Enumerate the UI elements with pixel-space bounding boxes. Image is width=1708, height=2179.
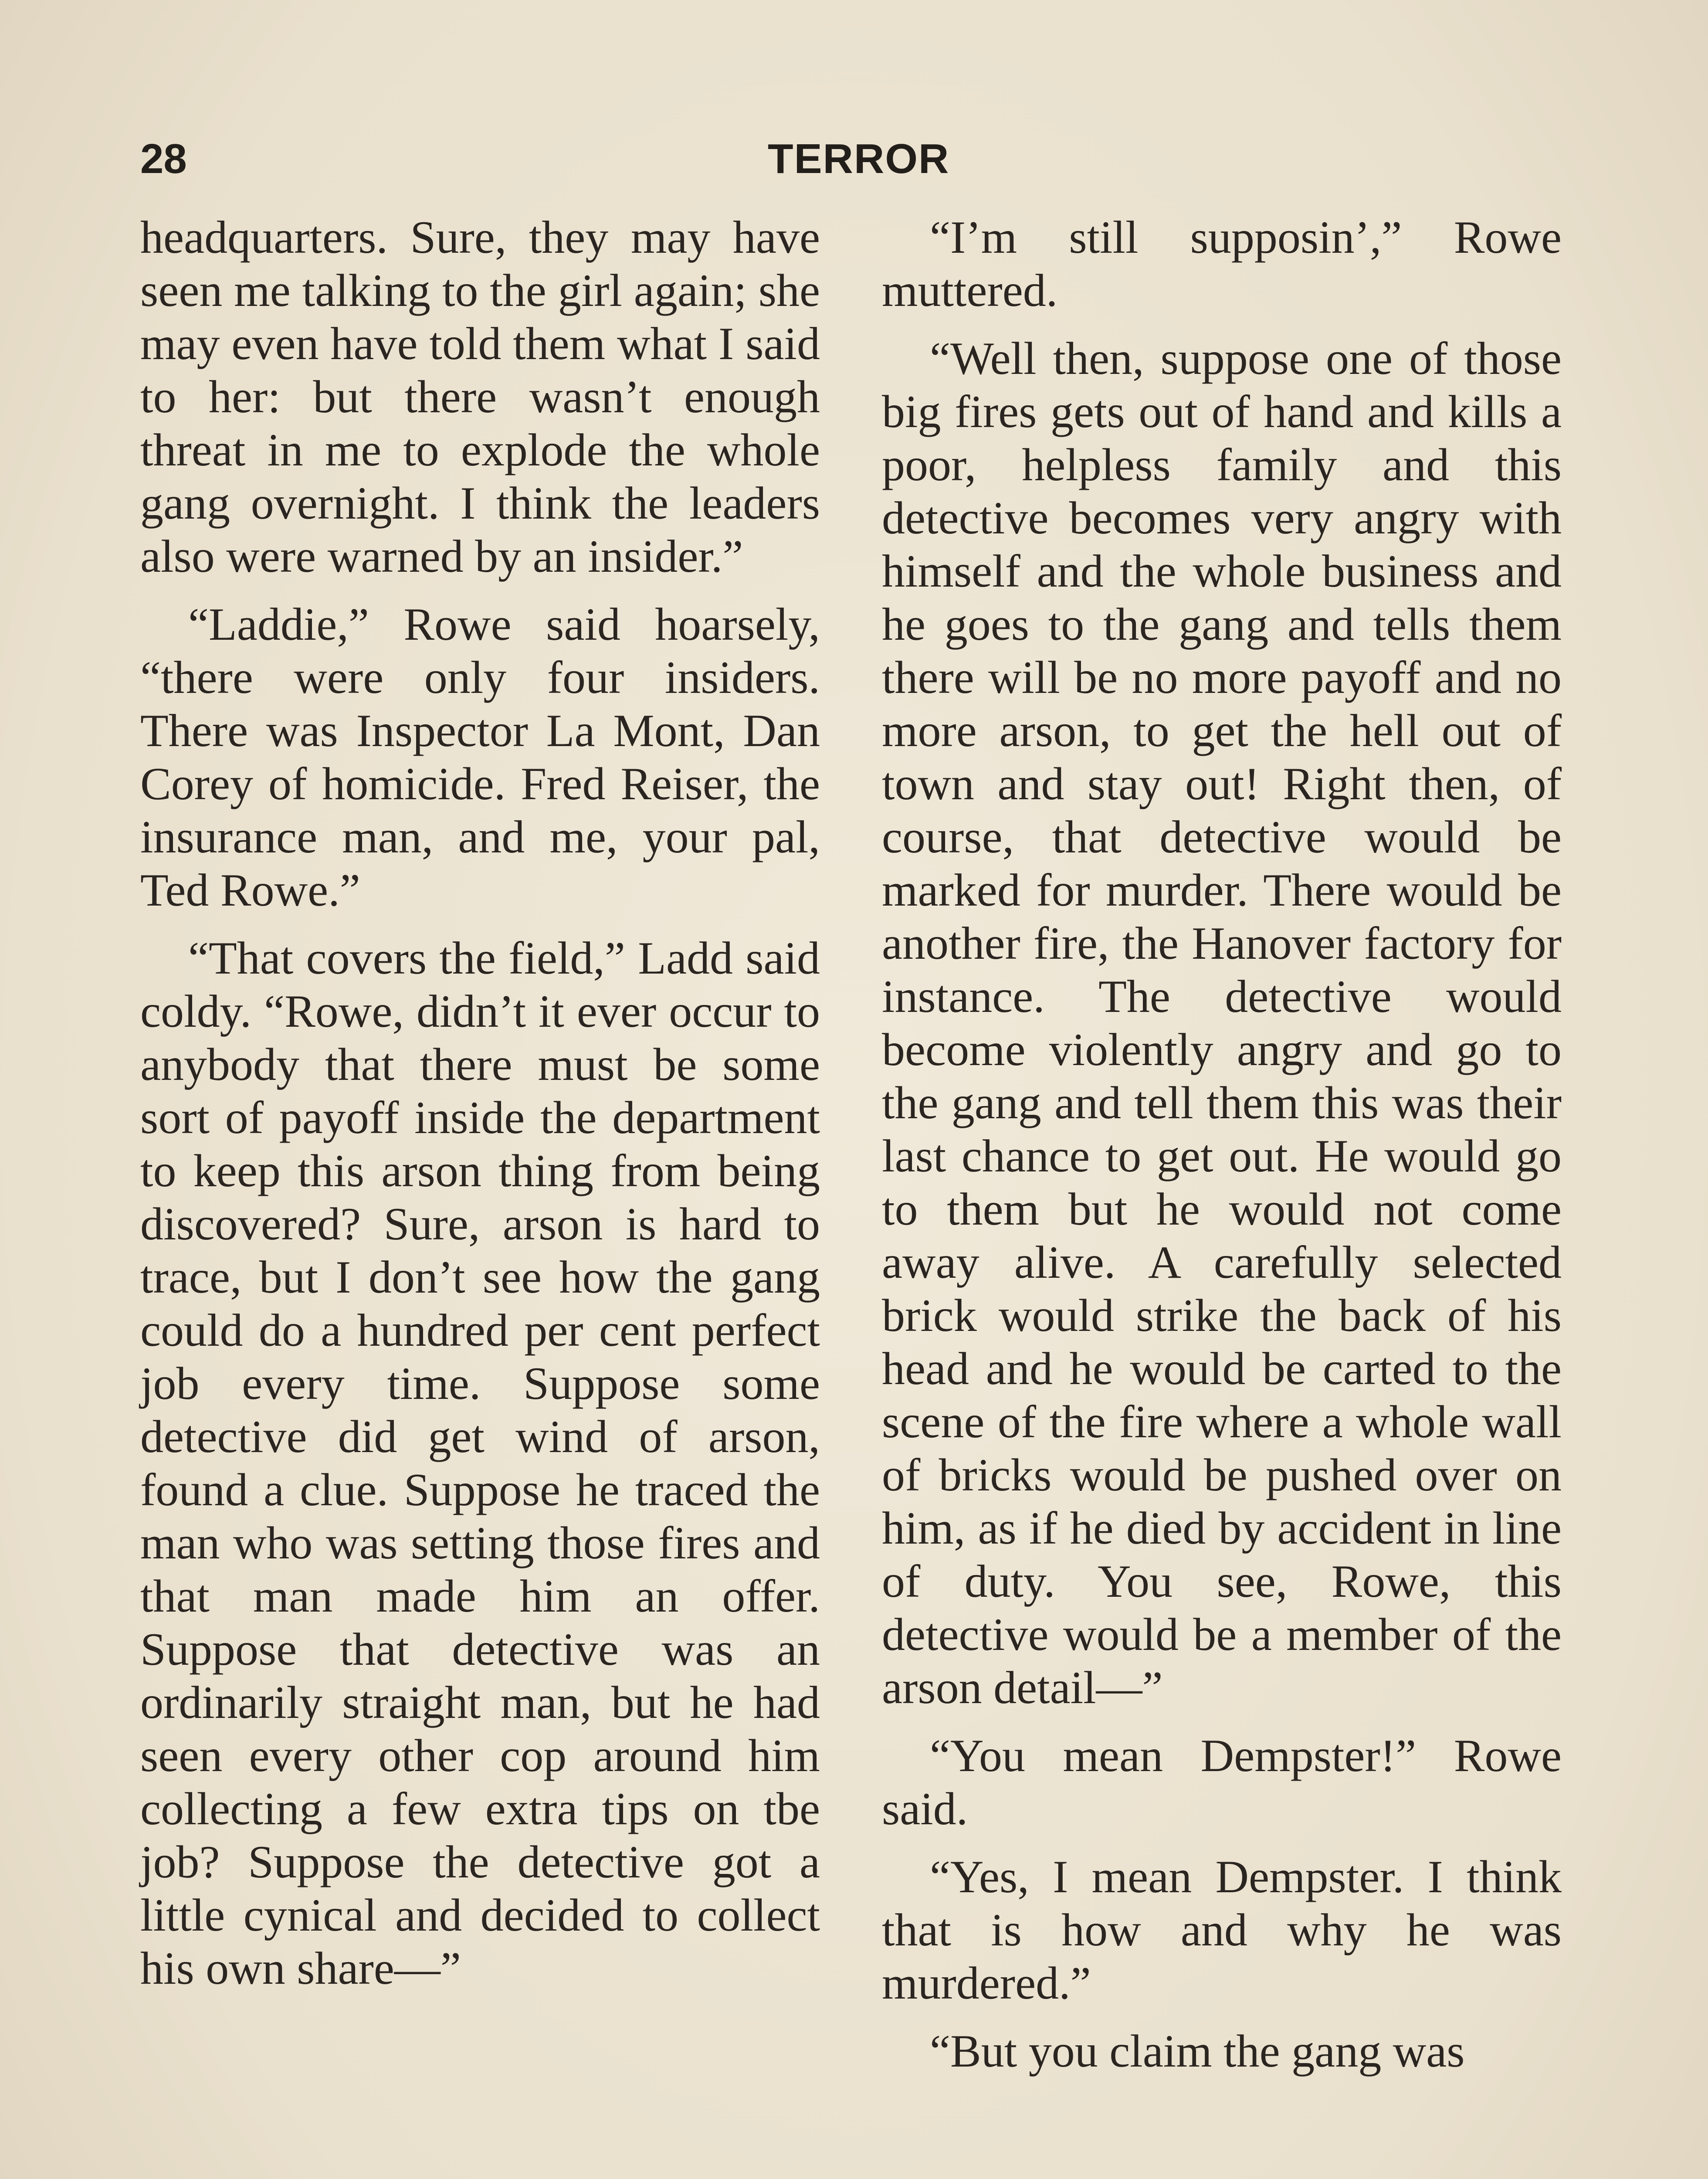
- paragraph: “Yes, I mean Dempster. I think that is how and why he was murdered.”: [882, 1851, 1562, 2009]
- left-text-column: [140, 211, 820, 2010]
- paragraph: “You mean Dempster!” Rowe said.: [882, 1730, 1562, 1834]
- page-header: [140, 126, 1569, 192]
- paragraph: headquarters. Sure, they may have seen me talking to the girl again; she may even have told them what I said to her: but there wasn’t enough threat in me to explode the whole gang overnight. I think the leaders also were warned by an insider.”: [140, 212, 820, 582]
- right-text-column: [882, 211, 1562, 2093]
- page-number: 28: [140, 136, 187, 182]
- paragraph: “That covers the field,” Ladd said coldy. “Rowe, didn’t it ever occur to anybody that there must be some sort of payoff inside the department to keep this arson thing from being discovered? Sure, arson is hard to trace, but I don’t see how the gang could do a hundred per cent perfect job every time. Suppose some detective did get wind of arson, found a clue. Suppose he traced the man who was setting those fires and that man made him an offer. Suppose that detective was an ordinarily straight man, but he had seen every other cop around him collecting a few extra tips on tbe job? Suppose the detective got a little cynical and decided to collect his own share—”: [140, 933, 820, 1994]
- paragraph: “I’m still supposin’,” Rowe muttered.: [882, 212, 1562, 316]
- paragraph: “But you claim the gang was: [930, 2026, 1465, 2077]
- paragraph: “Laddie,” Rowe said hoarsely, “there were only four insiders. There was Inspector La Mont, Dan Corey of homicide. Fred Reiser, the insurance man, and me, your pal, Ted Rowe.”: [140, 599, 820, 916]
- running-title: TERROR: [768, 136, 950, 182]
- paragraph: “Well then, suppose one of those big fires gets out of hand and kills a poor, helpless family and this detective becomes very angry with himself and the whole business and he goes to the gang and tells them there will be no more payoff and no more arson, to get the hell out of town and stay out! Right then, of course, that detective would be marked for murder. There would be another fire, the Hanover factory for instance. The detective would become violently angry and go to the gang and tell them this was their last chance to get out. He would go to them but he would not come away alive. A carefully selected brick would strike the back of his head and he would be carted to the scene of the fire where a whole wall of bricks would be pushed over on him, as if he died by accident in line of duty. You see, Rowe, this detective would be a member of the arson detail—”: [882, 333, 1562, 1713]
